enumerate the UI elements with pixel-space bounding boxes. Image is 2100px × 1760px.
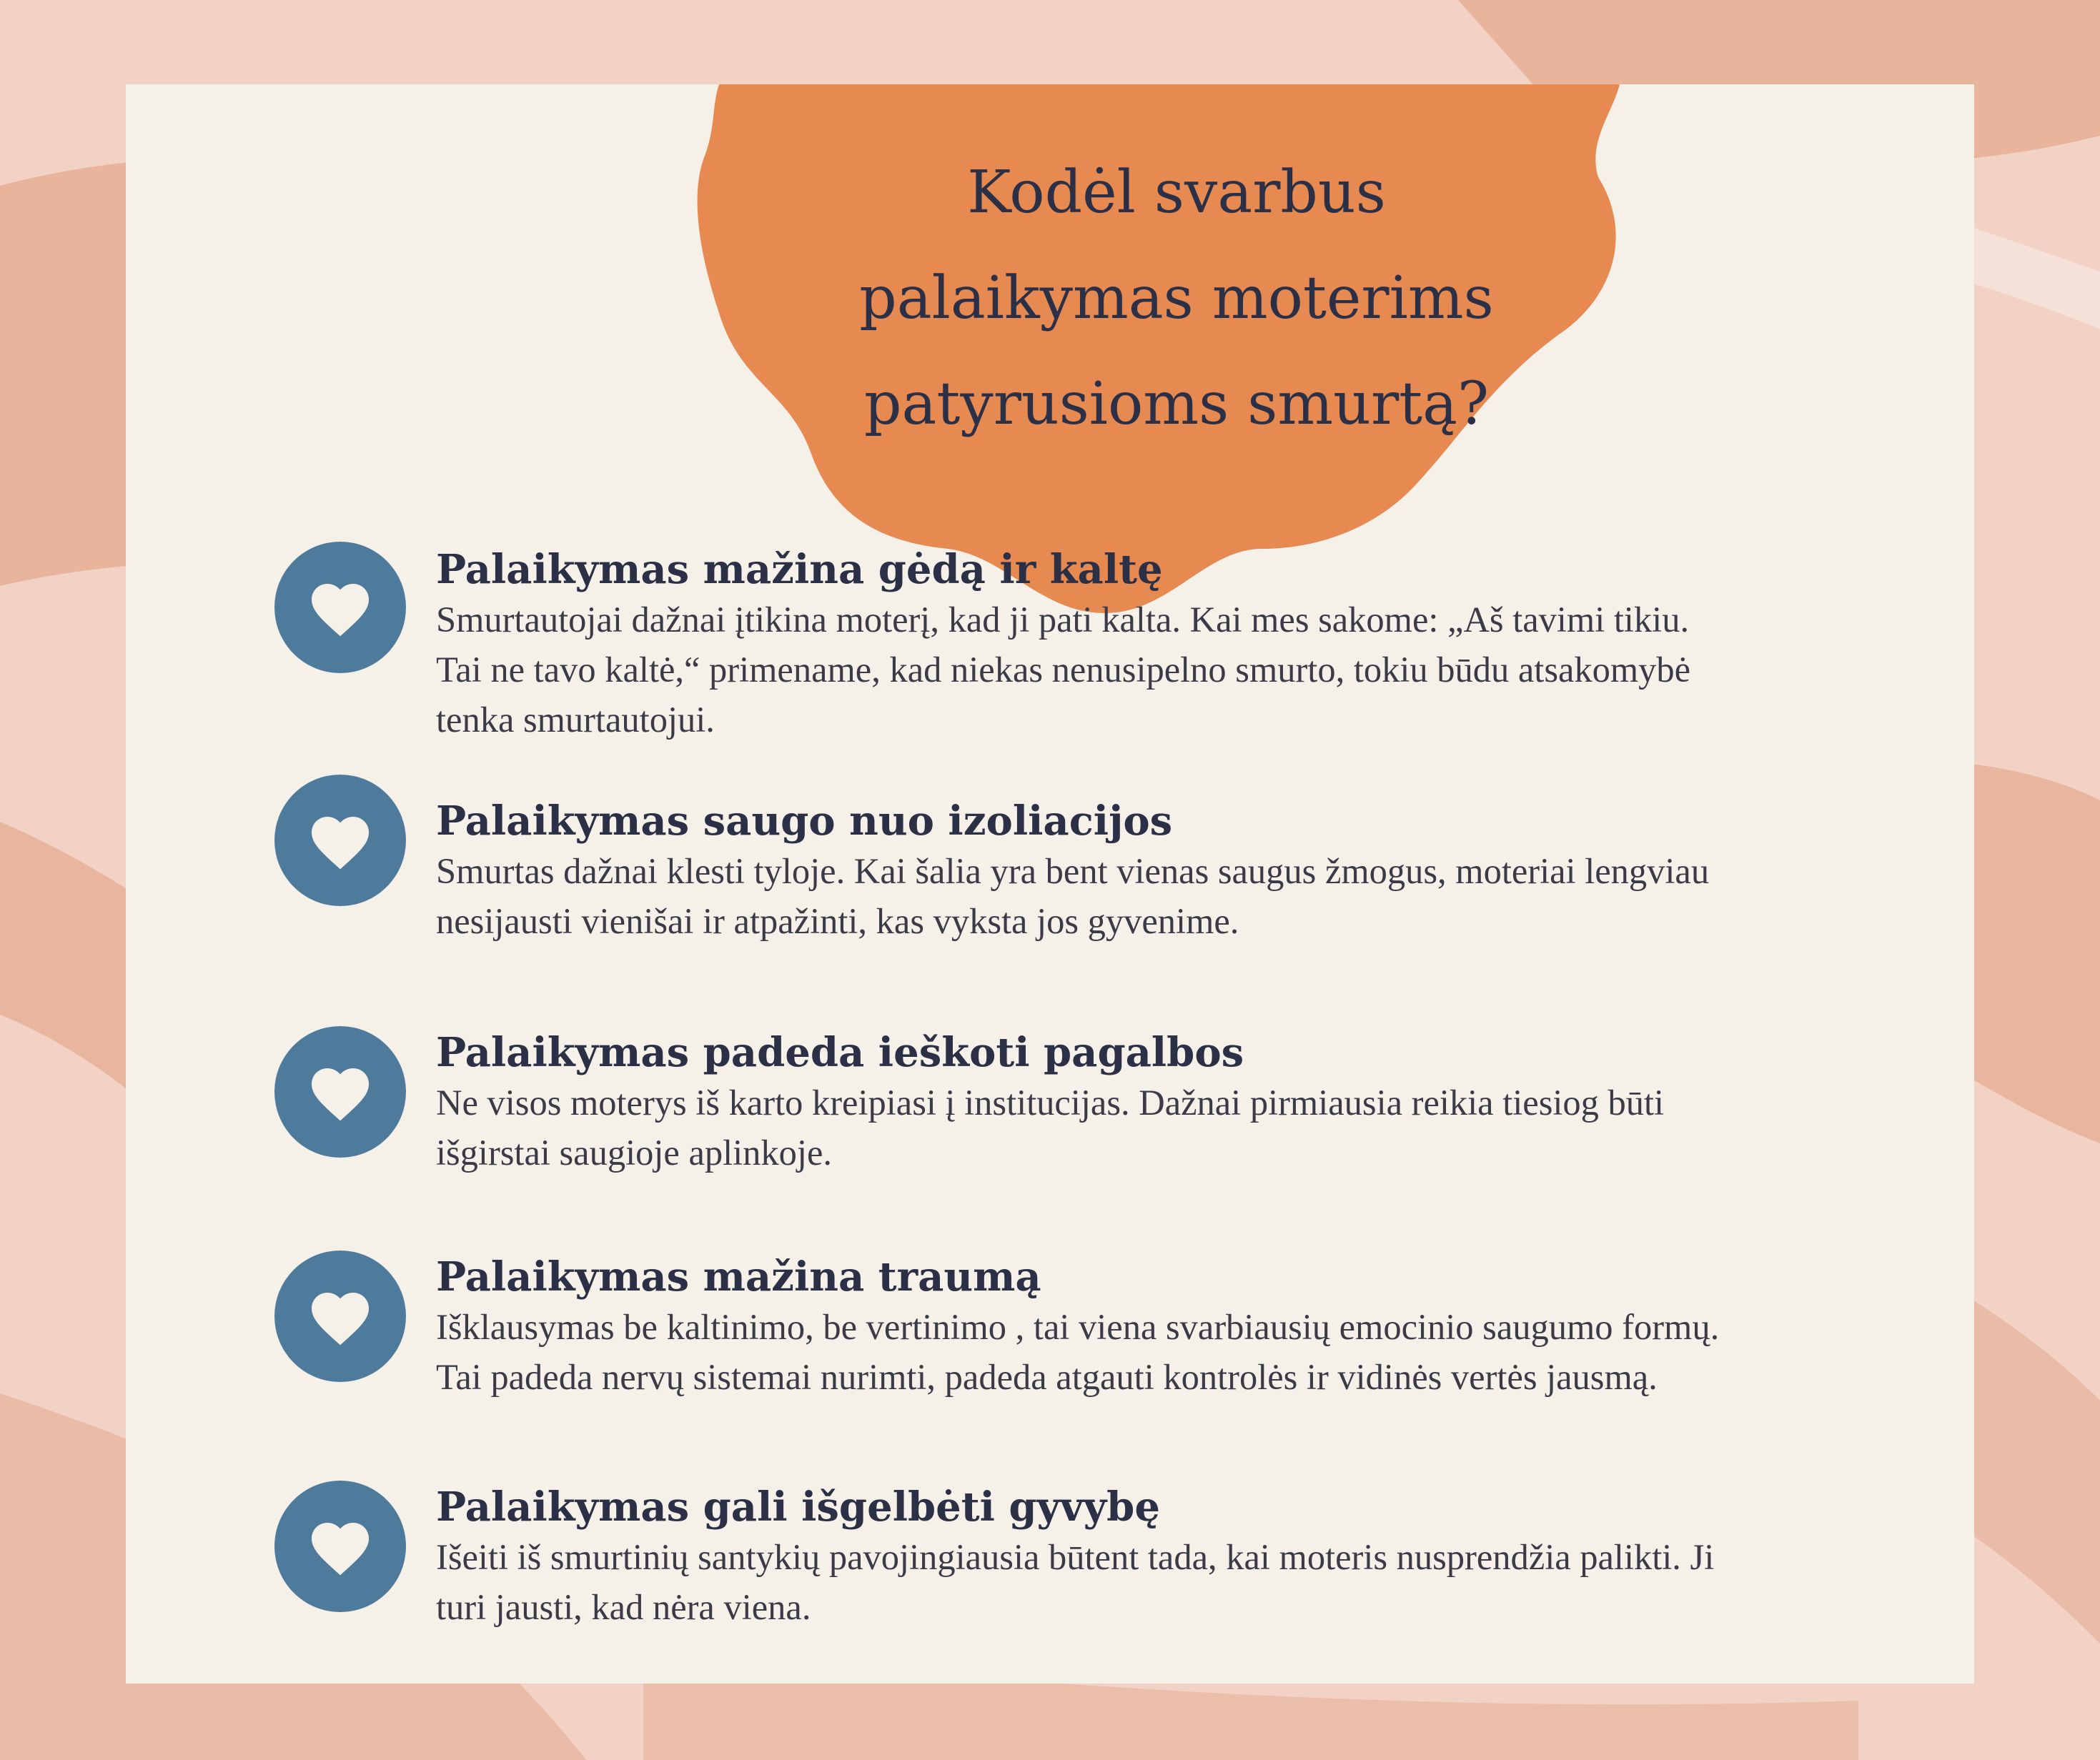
- item-text-line: Smurtautojai dažnai įtikina moterį, kad ji pati kalta. Kai mes sakome: „Aš tavimi tikiu.: [436, 600, 1690, 640]
- page-title: [762, 140, 1591, 457]
- item-text: [436, 1078, 2100, 1178]
- heart-icon: [274, 775, 406, 906]
- heart-icon: [274, 1026, 406, 1158]
- heart-icon: [274, 1251, 406, 1382]
- item-heading: Palaikymas gali išgelbėti gyvybę: [436, 1483, 1160, 1531]
- item-heading: Palaikymas mažina traumą: [436, 1253, 1041, 1301]
- item-text-line: Išeiti iš smurtinių santykių pavojingiausia būtent tada, kai moteris nusprendžia palikti. Ji: [436, 1537, 1715, 1577]
- item-heading: Palaikymas mažina gėdą ir kaltę: [436, 546, 1163, 593]
- title-line: patyrusioms smurtą?: [864, 370, 1489, 438]
- item-heading: Palaikymas saugo nuo izoliacijos: [436, 797, 1173, 845]
- item-text-line: Tai ne tavo kaltė,“ primename, kad niekas nenusipelno smurto, tokiu būdu atsakomybė: [436, 650, 1691, 690]
- item-text-line: Smurtas dažnai klesti tyloje. Kai šalia yra bent vienas saugus žmogus, moteriai lengviau: [436, 851, 1710, 891]
- item-text-line: Ne visos moterys iš karto kreipiasi į institucijas. Dažnai pirmiausia reikia tiesiog būti: [436, 1083, 1665, 1123]
- item-text: [436, 1302, 2100, 1402]
- item-text: [436, 846, 2100, 946]
- title-line: Kodėl svarbus: [967, 159, 1386, 227]
- item-heading: Palaikymas padeda ieškoti pagalbos: [436, 1029, 1244, 1076]
- item-text: [436, 595, 2100, 745]
- heart-icon: [274, 1481, 406, 1612]
- item-text-line: tenka smurtautojui.: [436, 700, 715, 740]
- content-card: [126, 84, 1974, 1684]
- item-text: [436, 1532, 2100, 1632]
- title-line: palaikymas moterims: [859, 264, 1494, 332]
- item-text-line: turi jausti, kad nėra viena.: [436, 1587, 811, 1627]
- heart-icon: [274, 542, 406, 673]
- item-text-line: Tai padeda nervų sistemai nurimti, padeda atgauti kontrolės ir vidinės vertės jausmą.: [436, 1357, 1658, 1397]
- item-text-line: Išklausymas be kaltinimo, be vertinimo , tai viena svarbiausių emocinio saugumo formų.: [436, 1307, 1720, 1347]
- item-text-line: nesijausti vienišai ir atpažinti, kas vyksta jos gyvenime.: [436, 901, 1239, 941]
- item-text-line: išgirstai saugioje aplinkoje.: [436, 1133, 832, 1173]
